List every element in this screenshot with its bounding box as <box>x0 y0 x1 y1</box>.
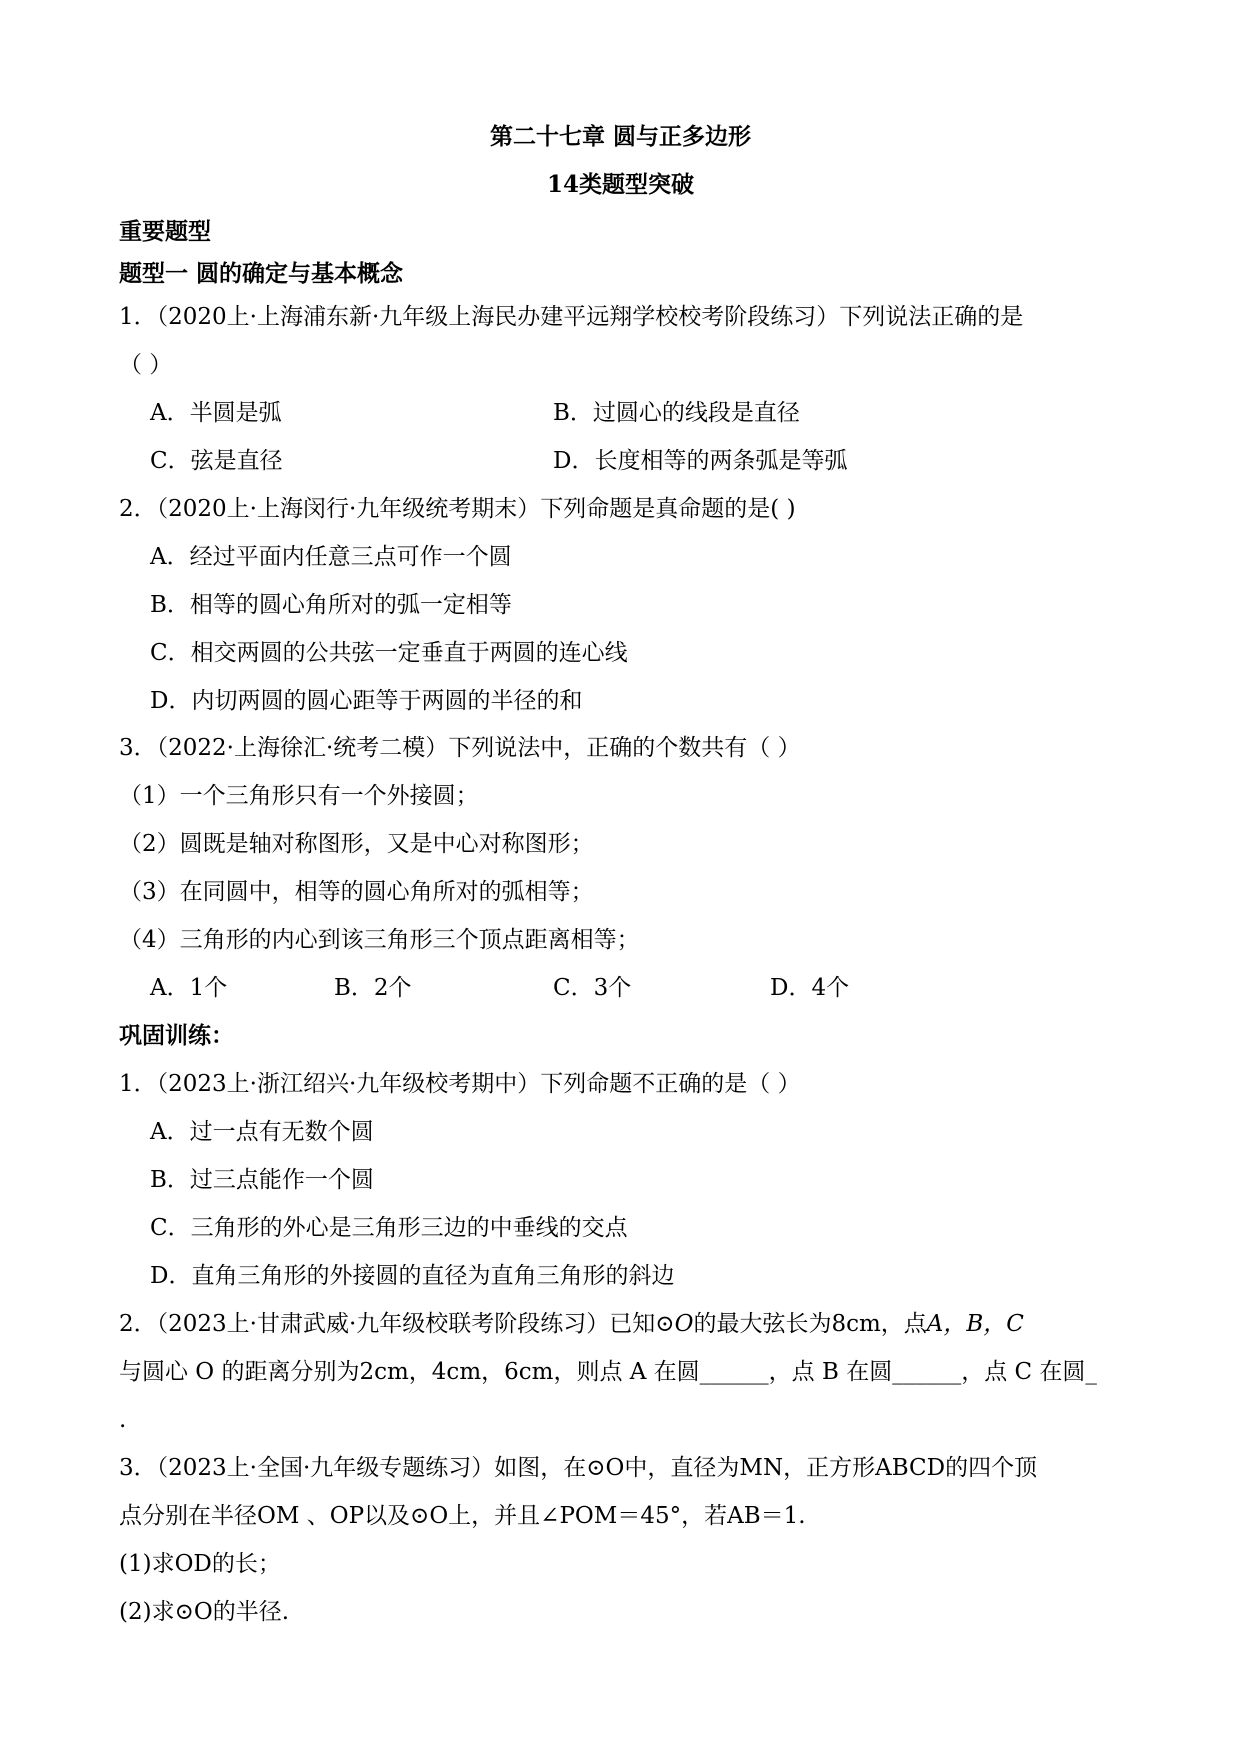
practice-heading: 巩固训练： <box>119 1022 234 1049</box>
question-3-option-a: A．1个 <box>150 975 228 1001</box>
question-3-stem: 3．（2022·上海徐汇·统考二模）下列说法中，正确的个数共有（ ） <box>119 735 801 761</box>
practice-3-sub-1: (1)求OD的长； <box>119 1551 281 1577</box>
question-1-option-a: A．半圆是弧 <box>150 400 282 426</box>
practice-2-text-b: 的最大弦长为8cm，点 <box>693 1311 927 1337</box>
practice-2-source: 2．（2023上·甘肃武威·九年级校联考阶段练习） <box>119 1311 610 1337</box>
practice-2-text-a: 已知⊙ <box>609 1311 675 1337</box>
practice-3-line-2: 点分别在半径OM 、OP以及⊙O上，并且∠POM＝45°，若AB＝1. <box>119 1503 806 1529</box>
practice-1-stem: 1．（2023上·浙江绍兴·九年级校考期中）下列命题不正确的是（ ） <box>119 1071 801 1097</box>
question-1-option-c: C．弦是直径 <box>150 448 283 474</box>
practice-2-line-2: 与圆心 O 的距离分别为2cm，4cm，6cm，则点 A 在圆______，点 B 在圆______，点 C 在圆_ <box>119 1359 1097 1385</box>
topic-heading: 题型一 圆的确定与基本概念 <box>119 260 404 287</box>
chapter-title: 第二十七章 圆与正多边形 <box>489 123 751 150</box>
chapter-subtitle: 14类题型突破 <box>546 171 694 198</box>
practice-3-line-1: 3．（2023上·全国·九年级专题练习）如图，在⊙O中，直径为MN，正方形ABCD的四个顶 <box>119 1455 1038 1481</box>
question-3-statement-4: （4）三角形的内心到该三角形三个顶点距离相等； <box>119 927 640 953</box>
practice-1-option-c: C．三角形的外心是三角形三边的中垂线的交点 <box>150 1215 628 1241</box>
question-1-bracket: （ ） <box>119 352 173 378</box>
question-2-stem: 2．（2020上·上海闵行·九年级统考期末）下列命题是真命题的是( ) <box>119 496 796 522</box>
question-2-option-b: B．相等的圆心角所对的弧一定相等 <box>150 592 512 618</box>
question-2-option-c: C．相交两圆的公共弦一定垂直于两圆的连心线 <box>150 640 628 666</box>
practice-2-circle-o: O <box>674 1311 694 1337</box>
question-3-statement-3: （3）在同圆中，相等的圆心角所对的弧相等； <box>119 879 594 905</box>
question-3-option-b: B．2个 <box>334 975 412 1001</box>
question-3-statement-2: （2）圆既是轴对称图形，又是中心对称图形； <box>119 831 594 857</box>
question-3-option-c: C．3个 <box>553 975 632 1001</box>
question-1-option-b: B．过圆心的线段是直径 <box>553 400 800 426</box>
practice-1-option-b: B．过三点能作一个圆 <box>150 1167 374 1193</box>
practice-3-sub-2: (2)求⊙O的半径. <box>119 1599 290 1625</box>
question-1-stem: 1．（2020上·上海浦东新·九年级上海民办建平远翔学校校考阶段练习）下列说法正确的是 <box>119 304 1024 330</box>
question-2-option-a: A．经过平面内任意三点可作一个圆 <box>150 544 512 570</box>
question-2-option-d: D．内切两圆的圆心距等于两圆的半径的和 <box>150 688 583 714</box>
section-heading: 重要题型 <box>119 218 211 245</box>
question-1-option-d: D．长度相等的两条弧是等弧 <box>553 448 848 474</box>
practice-1-option-a: A．过一点有无数个圆 <box>150 1119 374 1145</box>
practice-2-line-1 <box>119 1309 1024 1339</box>
practice-2-line-3: . <box>119 1407 127 1433</box>
practice-2-points: A，B，C <box>926 1311 1024 1337</box>
practice-1-option-d: D．直角三角形的外接圆的直径为直角三角形的斜边 <box>150 1263 675 1289</box>
question-3-statement-1: （1）一个三角形只有一个外接圆； <box>119 783 479 809</box>
question-3-option-d: D．4个 <box>770 975 850 1001</box>
